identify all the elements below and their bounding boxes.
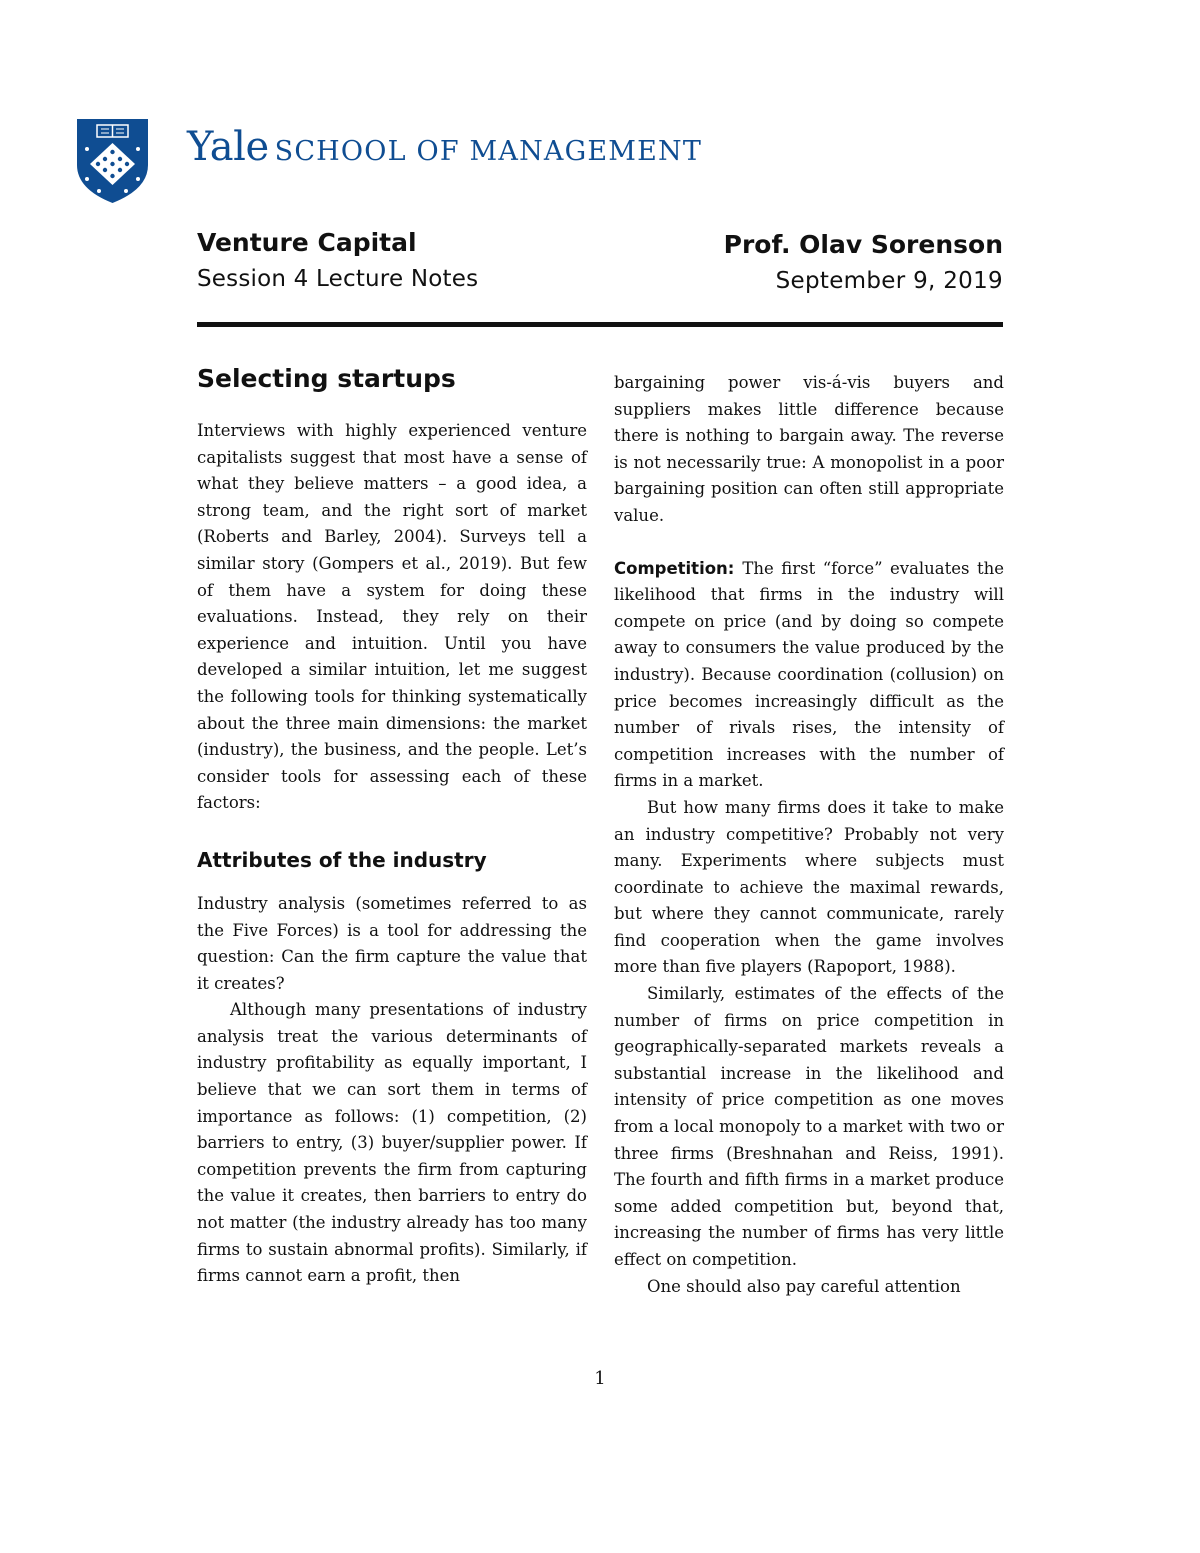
yale-shield-logo: [77, 119, 148, 203]
industry-paragraph: Industry analysis (sometimes referred to as the Five Forces) is a tool for addressing the question: Can the firm capture the value that it creates?: [197, 893, 587, 993]
professor-name: Prof. Olav Sorenson: [723, 230, 1003, 259]
attention-paragraph: One should also pay careful attention: [647, 1276, 961, 1296]
school-wordmark: [187, 124, 702, 174]
competition-paragraph: [614, 556, 1004, 795]
subsection-heading: Attributes of the industry: [197, 847, 487, 872]
lecture-date: September 9, 2019: [775, 268, 1003, 294]
importance-paragraph: Although many presentations of industry analysis treat the various determinants of industry profitability as equally important, I believe that we can sort them in terms of importance as follows: (1) competition, (2) barriers to entry, (3) buyer/supplier power. If competition prevents the firm from capturing the value it creates, then barriers to entry do not matter (the industry already has too many firms to sustain abnormal profits). Similarly, if firms cannot earn a profit, then: [197, 1000, 587, 1286]
page-number: 1: [594, 1368, 606, 1389]
session-subtitle: Session 4 Lecture Notes: [197, 266, 479, 292]
firms-count-paragraph: But how many firms does it take to make an industry competitive? Probably not very many. Experiments where subjects must coordinate to achieve the maximal rewards, but where they cannot communicate, rarely find cooperation when the game involves more than five players (Rapoport, 1988).: [614, 797, 1004, 977]
brand-yale: Yale: [187, 124, 269, 170]
intro-paragraph: Interviews with highly experienced venture capitalists suggest that most have a sense of what they believe matters – a good idea, a strong team, and the right sort of market (Roberts and Barley, 2004). Surveys tell a similar story (Gompers et al., 2019). But few of them have a system for doing these evaluations. Instead, they rely on their experience and intuition. Until you have developed a similar intuition, let me suggest the following tools for thinking systematically about the three main dimensions: the market (industry), the business, and the people. Let’s consider tools for assessing each of these factors:: [197, 421, 587, 813]
section-heading: Selecting startups: [197, 364, 456, 393]
course-title: Venture Capital: [197, 228, 417, 257]
right-column: [614, 370, 1004, 1300]
competition-label: Competition:: [614, 558, 735, 578]
brand-school: SCHOOL OF MANAGEMENT: [274, 136, 703, 167]
competition-text: The first “force” evaluates the likelihood that firms in the industry will compete on price (and by doing so compete away to consumers the value produced by the industry). Because coordination (collusion) on price becomes increasingly difficult as the number of rivals rises, the intensity of competition increases with the number of firms in a market.: [614, 558, 1004, 791]
bargaining-paragraph: bargaining power vis-á-vis buyers and suppliers makes little difference because there is nothing to bargain away. The reverse is not necessarily true: A monopolist in a poor bargaining position can often still appropriate value.: [614, 373, 1004, 525]
left-column: [197, 362, 587, 1290]
estimates-paragraph: Similarly, estimates of the effects of the number of firms on price competition in geographically-separated markets reveals a substantial increase in the likelihood and intensity of price competition as one moves from a local monopoly to a market with two or three firms (Breshnahan and Reiss, 1991). The fourth and fifth firms in a market produce some added competition but, beyond that, increasing the number of firms has very little effect on competition.: [614, 984, 1004, 1269]
header-rule: [197, 322, 1003, 327]
